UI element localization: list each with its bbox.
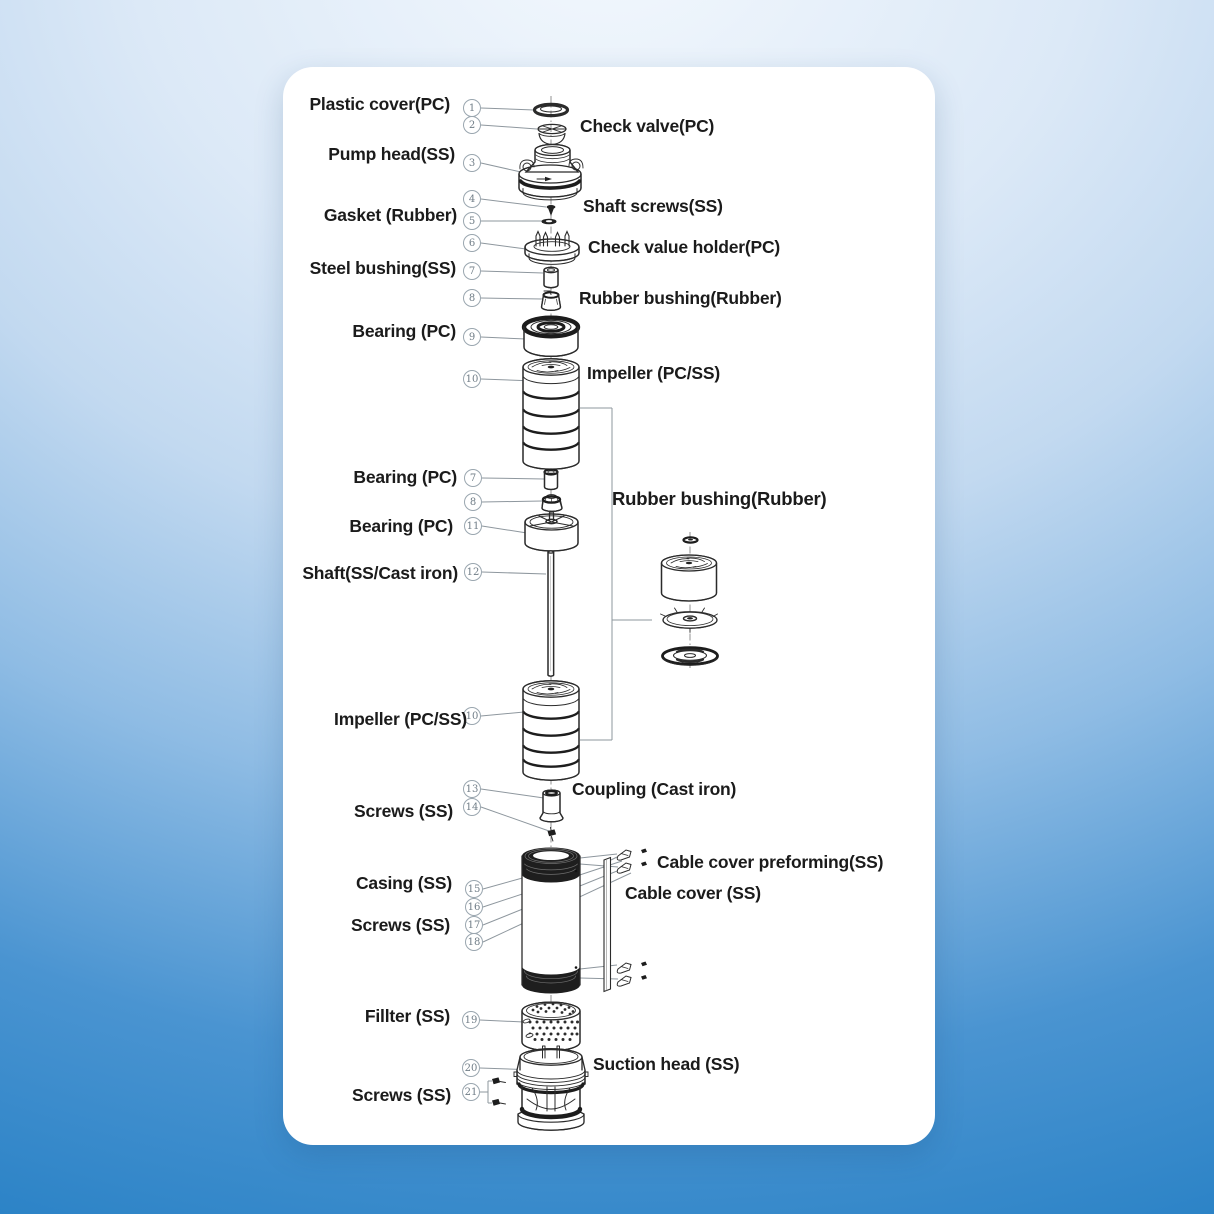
callout-10: 10 bbox=[463, 370, 481, 388]
callout-18: 18 bbox=[465, 933, 483, 951]
part-steel-bushing bbox=[544, 267, 558, 287]
callout-6: 6 bbox=[463, 234, 481, 252]
clip-screws bbox=[641, 849, 647, 980]
callout-4: 4 bbox=[463, 190, 481, 208]
callout-16: 16 bbox=[465, 898, 483, 916]
diffuser-disc bbox=[663, 648, 718, 666]
part-check-valve bbox=[538, 124, 566, 144]
callout-15: 15 bbox=[465, 880, 483, 898]
label-screws-3: Screws (SS) bbox=[352, 1085, 451, 1105]
part-bearing-bowl bbox=[525, 512, 578, 551]
part-rubber-bushing-mid bbox=[542, 495, 562, 512]
label-impeller-2: Impeller (PC/SS) bbox=[334, 709, 467, 729]
label-cable-cover: Cable cover (SS) bbox=[625, 883, 761, 903]
label-filter: Fillter (SS) bbox=[364, 1006, 450, 1026]
callout-11: 11 bbox=[464, 517, 482, 535]
label-gasket: Gasket (Rubber) bbox=[323, 205, 457, 225]
callout-20: 20 bbox=[462, 1059, 480, 1077]
rubber-bushing-bracket bbox=[580, 408, 652, 740]
callout-17: 17 bbox=[465, 916, 483, 934]
callout-2: 2 bbox=[463, 116, 481, 134]
part-coupling-screw bbox=[548, 828, 557, 842]
part-suction-head bbox=[514, 1046, 588, 1130]
part-casing bbox=[522, 848, 580, 994]
part-shaft-screw bbox=[547, 205, 556, 216]
part-impeller-stack-top bbox=[523, 359, 579, 469]
part-check-valve-holder bbox=[525, 232, 579, 265]
part-impeller-stack-bottom bbox=[523, 681, 579, 780]
callout-1: 1 bbox=[463, 99, 481, 117]
label-bearing-3: Bearing (PC) bbox=[349, 516, 453, 536]
part-bearing-sleeve bbox=[545, 470, 558, 490]
callout-10b: 10 bbox=[463, 707, 481, 725]
callout-8b: 8 bbox=[464, 493, 482, 511]
part-rubber-bushing-assembly bbox=[661, 537, 718, 665]
callout-12: 12 bbox=[464, 563, 482, 581]
label-bearing-2: Bearing (PC) bbox=[353, 467, 457, 487]
label-screws-2: Screws (SS) bbox=[351, 915, 450, 935]
label-bearing-1: Bearing (PC) bbox=[352, 321, 456, 341]
callout-9: 9 bbox=[463, 328, 481, 346]
part-bearing-ring bbox=[524, 318, 578, 357]
callout-3: 3 bbox=[463, 154, 481, 172]
label-coupling: Coupling (Cast iron) bbox=[572, 779, 737, 799]
impeller-disc bbox=[661, 608, 718, 632]
callout-7: 7 bbox=[463, 262, 481, 280]
part-coupling bbox=[540, 790, 563, 822]
label-check-valve: Check valve(PC) bbox=[580, 116, 715, 136]
label-cable-cover-preforming: Cable cover preforming(SS) bbox=[657, 852, 884, 872]
part-gasket bbox=[542, 219, 557, 225]
label-check-valve-holder: Check value holder(PC) bbox=[588, 237, 781, 257]
part-filter bbox=[522, 1002, 580, 1051]
callout-8: 8 bbox=[463, 289, 481, 307]
part-cable-clips bbox=[617, 849, 647, 987]
label-impeller-1: Impeller (PC/SS) bbox=[587, 363, 720, 383]
label-suction-head: Suction head (SS) bbox=[593, 1054, 740, 1074]
part-shaft bbox=[548, 551, 554, 676]
part-pump-head bbox=[519, 145, 583, 200]
callout-7b: 7 bbox=[464, 469, 482, 487]
callout-21: 21 bbox=[462, 1083, 480, 1101]
label-casing: Casing (SS) bbox=[355, 873, 452, 893]
callout-19: 19 bbox=[462, 1011, 480, 1029]
callout-13: 13 bbox=[463, 780, 481, 798]
callout-5: 5 bbox=[463, 212, 481, 230]
part-rubber-bushing bbox=[542, 291, 561, 310]
callout-14: 14 bbox=[463, 798, 481, 816]
label-shaft: Shaft(SS/Cast iron) bbox=[302, 563, 458, 583]
label-plastic-cover: Plastic cover(PC) bbox=[309, 94, 450, 114]
label-shaft-screws: Shaft screws(SS) bbox=[583, 196, 723, 216]
part-cable-cover bbox=[604, 858, 611, 992]
label-pump-head: Pump head(SS) bbox=[328, 144, 455, 164]
label-rubber-bushing-2: Rubber bushing(Rubber) bbox=[612, 488, 827, 509]
impeller-cylinder bbox=[662, 555, 717, 601]
part-mount-screws bbox=[492, 1077, 506, 1105]
label-steel-bushing: Steel bushing(SS) bbox=[309, 258, 456, 278]
grommet bbox=[684, 537, 698, 542]
label-screws-1: Screws (SS) bbox=[354, 801, 453, 821]
label-rubber-bushing-1: Rubber bushing(Rubber) bbox=[579, 288, 782, 308]
